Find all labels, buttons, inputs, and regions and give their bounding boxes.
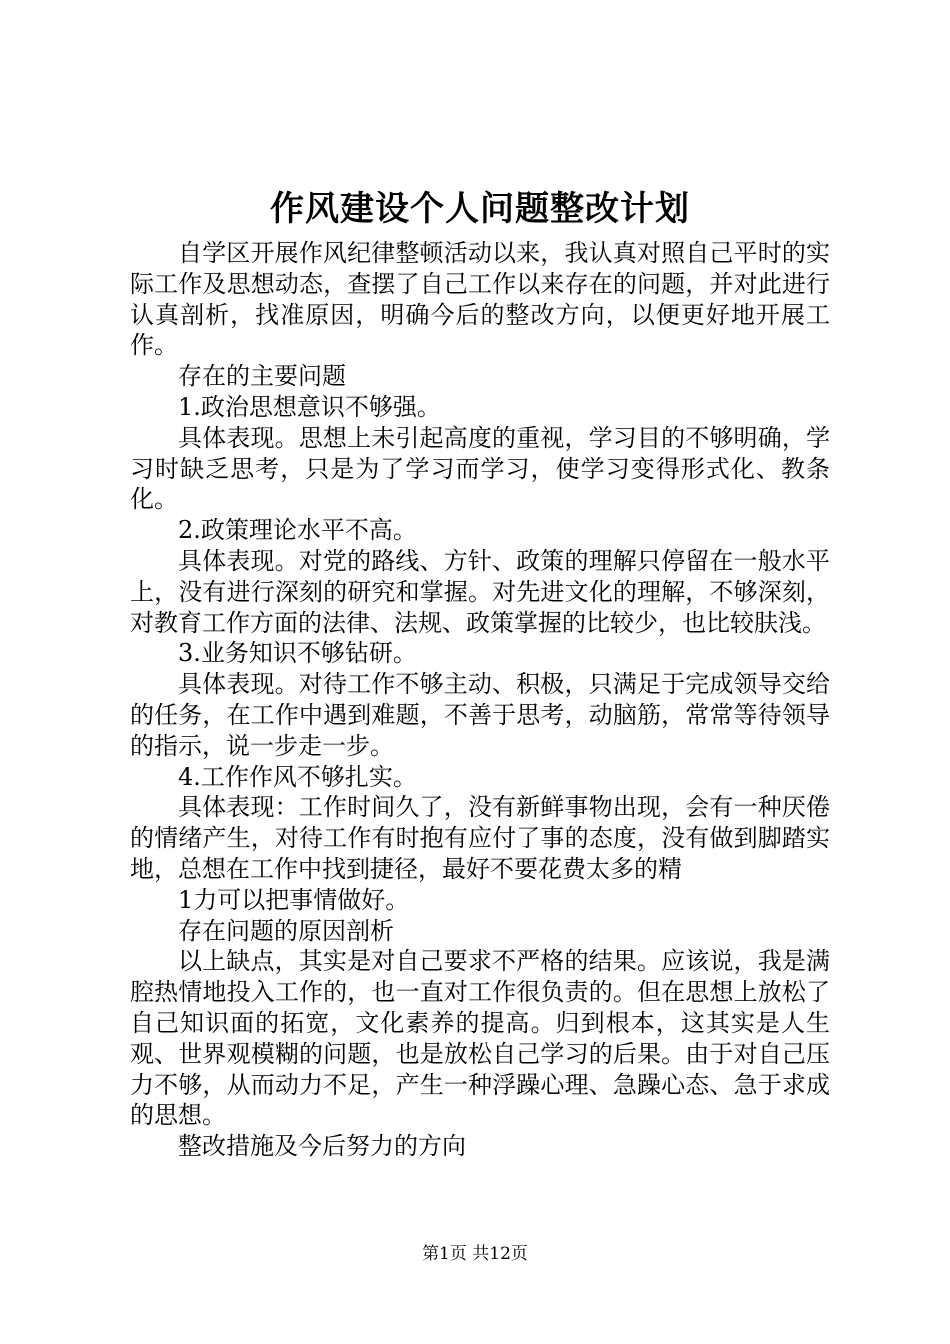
paragraph-cause-analysis: 以上缺点，其实是对自己要求不严格的结果。应该说，我是满腔热情地投入工作的，也一直对工作很负责的。但在思想上放松了自己知识面的拓宽，文化素养的提高。归到根本，这其实是人生观、世界观模糊的问题，也是放松自己学习的后果。由于对自己压力不够，从而动力不足，产生一种浮躁心理、急躁心态、急于求成的思想。 (130, 947, 830, 1130)
document-body (130, 238, 830, 1162)
document-title: 作风建设个人问题整改计划 (270, 189, 690, 229)
problem-detail-3: 具体表现。对待工作不够主动、积极，只满足于完成领导交给的任务，在工作中遇到难题，不善于思考，动脑筋，常常等待领导的指示，说一步走一步。 (130, 670, 830, 760)
section-heading-cause-analysis: 存在问题的原因剖析 (178, 916, 394, 945)
problem-heading-2: 2.政策理论水平不高。 (178, 516, 417, 545)
problem-detail-4-continued: 1力可以把事情做好。 (178, 885, 410, 914)
problem-detail-1: 具体表现。思想上未引起高度的重视，学习目的不够明确，学习时缺乏思考，只是为了学习而学习，使学习变得形式化、教条化。 (130, 423, 830, 514)
problem-detail-4: 具体表现：工作时间久了，没有新鲜事物出现，会有一种厌倦的情绪产生，对待工作有时抱有应付了事的态度，没有做到脚踏实地，总想在工作中找到捷径，最好不要花费太多的精 (130, 793, 830, 883)
problem-heading-3: 3.业务知识不够钻研。 (178, 639, 417, 668)
section-heading-rectification: 整改措施及今后努力的方向 (178, 1132, 466, 1161)
problem-detail-2: 具体表现。对党的路线、方针、政策的理解只停留在一般水平上，没有进行深刻的研究和掌握。对先进文化的理解，不够深刻，对教育工作方面的法律、法规、政策掌握的比较少，也比较肤浅。 (130, 546, 830, 637)
document-page (130, 180, 830, 1162)
problem-heading-4: 4.工作作风不够扎实。 (178, 762, 417, 791)
page-footer (0, 1242, 950, 1266)
paragraph-intro: 自学区开展作风纪律整顿活动以来，我认真对照自己平时的实际工作及思想动态，查摆了自己工作以来存在的问题，并对此进行认真剖析，找准原因，明确今后的整改方向，以便更好地开展工作。 (130, 239, 830, 360)
problem-heading-1: 1.政治思想意识不够强。 (178, 392, 441, 421)
section-heading-main-problems: 存在的主要问题 (178, 362, 346, 391)
page-number: 第1页 共12页 (422, 1244, 528, 1264)
